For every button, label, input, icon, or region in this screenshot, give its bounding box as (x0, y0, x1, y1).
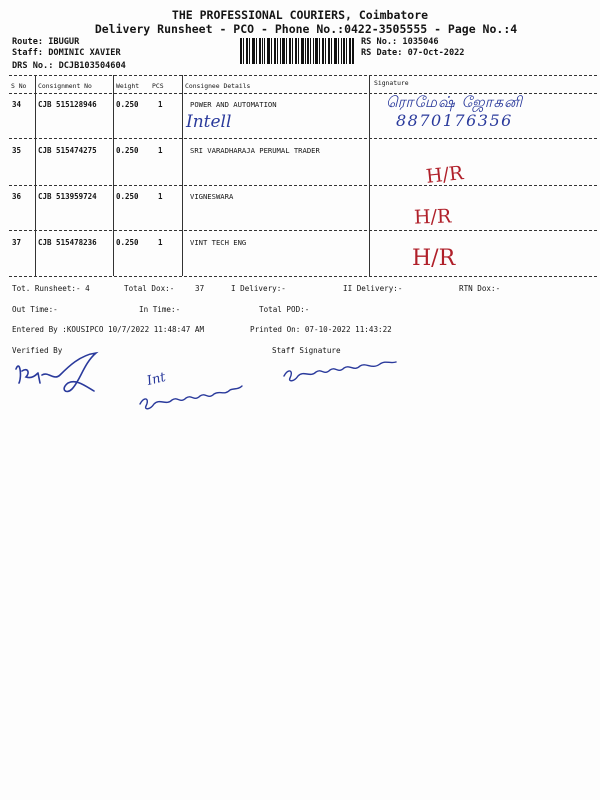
col-divider (35, 75, 36, 276)
col-header-sno: S No (11, 82, 27, 90)
verified-by-label: Verified By (12, 346, 63, 355)
verifier-signature (10, 345, 110, 400)
table-top-rule (9, 75, 597, 76)
row-consignee: VINT TECH ENG (190, 238, 247, 247)
row-pcs: 1 (158, 100, 163, 109)
row-pcs: 1 (158, 192, 163, 201)
col-header-pcs: PCS (152, 82, 164, 90)
row-rule (9, 185, 597, 186)
tot-runsheet: Tot. Runsheet:- 4 (12, 284, 90, 293)
staff-label: Staff: DOMINIC XAVIER (12, 48, 121, 58)
row-consignee: VIGNESWARA (190, 192, 234, 201)
route-label: Route: IBUGUR (12, 37, 80, 47)
rs-no: RS No.: 1035046 (361, 37, 439, 47)
i-delivery: I Delivery:- (231, 284, 286, 293)
row-consignment: CJB 515478236 (38, 238, 97, 247)
row-consignment: CJB 515128946 (38, 100, 97, 109)
handwritten-hr-35: H/R (424, 162, 465, 188)
in-time: In Time:- (139, 305, 181, 314)
row-consignment: CJB 515474275 (38, 146, 97, 155)
row-pcs: 1 (158, 238, 163, 247)
row-sno: 36 (12, 192, 22, 201)
drs-label: DRS No.: DCJB103504604 (12, 61, 126, 71)
barcode (240, 38, 354, 64)
row-consignee: SRI VARADHARAJA PERUMAL TRADER (190, 146, 320, 155)
handwritten-intell: Intell (186, 112, 232, 132)
handwritten-signature-name: ரொமேஷ் ஜோகனி (386, 93, 524, 111)
out-time: Out Time:- (12, 305, 58, 314)
handwritten-hr-37: H/R (412, 246, 456, 271)
row-sno: 35 (12, 146, 22, 155)
verifier-initial: Int (145, 369, 168, 390)
row-consignee: POWER AND AUTOMATION (190, 100, 277, 109)
row-weight: 0.250 (116, 192, 139, 201)
col-header-weight: Weight (116, 82, 140, 90)
row-weight: 0.250 (116, 146, 139, 155)
total-dox-value: 37 (195, 284, 205, 293)
row-sno: 37 (12, 238, 22, 247)
col-header-signature: Signature (374, 79, 409, 87)
row-weight: 0.250 (116, 238, 139, 247)
col-header-consignee: Consignee Details (185, 82, 251, 90)
staff-signature-label: Staff Signature (272, 346, 341, 355)
staff-signature (280, 356, 400, 386)
table-bottom-rule (9, 276, 597, 277)
col-divider (182, 75, 183, 276)
rtn-dox: RTN Dox:- (459, 284, 501, 293)
row-pcs: 1 (158, 146, 163, 155)
ii-delivery: II Delivery:- (343, 284, 403, 293)
row-rule (9, 230, 597, 231)
handwritten-hr-36: H/R (413, 205, 452, 229)
rs-date: RS Date: 07-Oct-2022 (361, 48, 465, 58)
row-consignment: CJB 513959724 (38, 192, 97, 201)
entered-by: Entered By :KOUSIPCO 10/7/2022 11:48:47 AM (12, 325, 205, 334)
handwritten-phone: 8870176356 (396, 111, 513, 130)
runsheet-title: Delivery Runsheet - PCO - Phone No.:0422-3505555 - Page No.:4 (94, 22, 518, 36)
printed-on: Printed On: 07-10-2022 11:43:22 (250, 325, 392, 334)
company-title: THE PROFESSIONAL COURIERS, Coimbatore (171, 8, 429, 22)
total-dox: Total Dox:- (124, 284, 175, 293)
row-sno: 34 (12, 100, 22, 109)
col-header-consignment: Consignment No (38, 82, 92, 90)
col-divider (113, 75, 114, 276)
total-pod: Total POD:- (259, 305, 310, 314)
col-divider (369, 75, 370, 276)
row-weight: 0.250 (116, 100, 139, 109)
verifier-signature-2 (136, 376, 246, 416)
row-rule (9, 138, 597, 139)
